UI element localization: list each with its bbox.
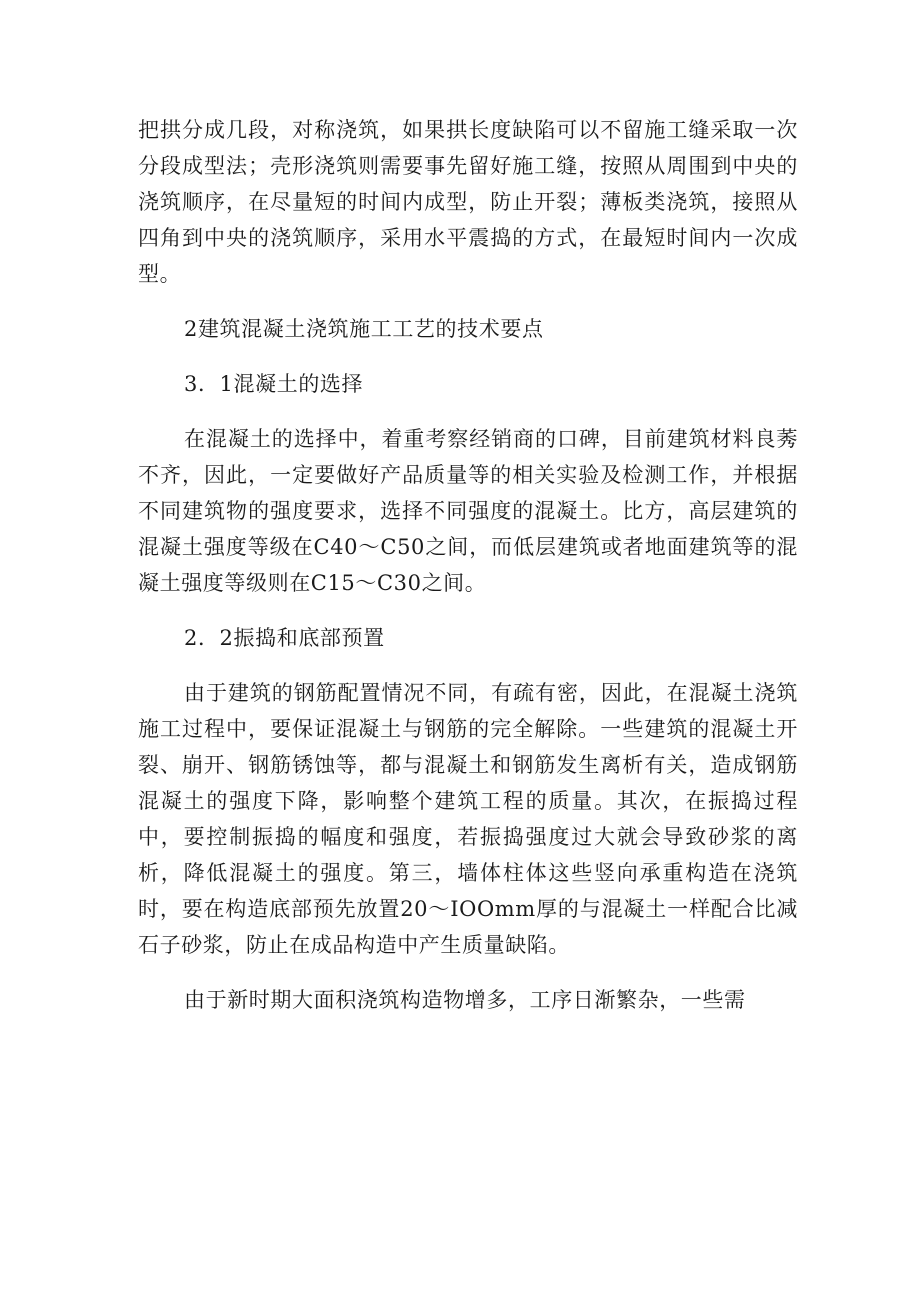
paragraph-continued: 把拱分成几段，对称浇筑，如果拱长度缺陷可以不留施工缝采取一次分段成型法；壳形浇筑则需要事先留好施工缝，按照从周围到中央的浇筑顺序，在尽量短的时间内成型，防止开裂；薄板类浇筑，接照从四角到中央的浇筑顺序，采用水平震捣的方式，在最短时间内一次成型。 [138, 118, 798, 286]
paragraph-new-period: 由于新时期大面积浇筑构造物增多，工序日渐繁杂，一些需 [184, 988, 746, 1012]
document-body [138, 112, 798, 1018]
subsection-heading-vibration: 2．2振捣和底部预置 [184, 626, 385, 650]
subsection-heading-concrete-selection: 3．1混凝土的选择 [184, 372, 364, 396]
section-heading: 2建筑混凝土浇筑施工工艺的技术要点 [184, 317, 544, 341]
paragraph-concrete-selection: 在混凝土的选择中，着重考察经销商的口碑，目前建筑材料良莠不齐，因此，一定要做好产品质量等的相关实验及检测工作，并根据不同建筑物的强度要求，选择不同强度的混凝土。比方，高层建筑的混凝土强度等级在C40～C50之间，而低层建筑或者地面建筑等的混凝土强度等级则在C15～C30之间。 [138, 427, 798, 595]
paragraph-vibration: 由于建筑的钢筋配置情况不同，有疏有密，因此，在混凝土浇筑施工过程中，要保证混凝土与钢筋的完全解除。一些建筑的混凝土开裂、崩开、钢筋锈蚀等，都与混凝土和钢筋发生离析有关，造成钢筋混凝土的强度下降，影响整个建筑工程的质量。其次，在振捣过程中，要控制振捣的幅度和强度，若振捣强度过大就会导致砂浆的离析，降低混凝土的强度。第三，墙体柱体这些竖向承重构造在浇筑时，要在构造底部预先放置20～IOOmm厚的与混凝土一样配合比减石子砂浆，防止在成品构造中产生质量缺陷。 [138, 681, 798, 957]
